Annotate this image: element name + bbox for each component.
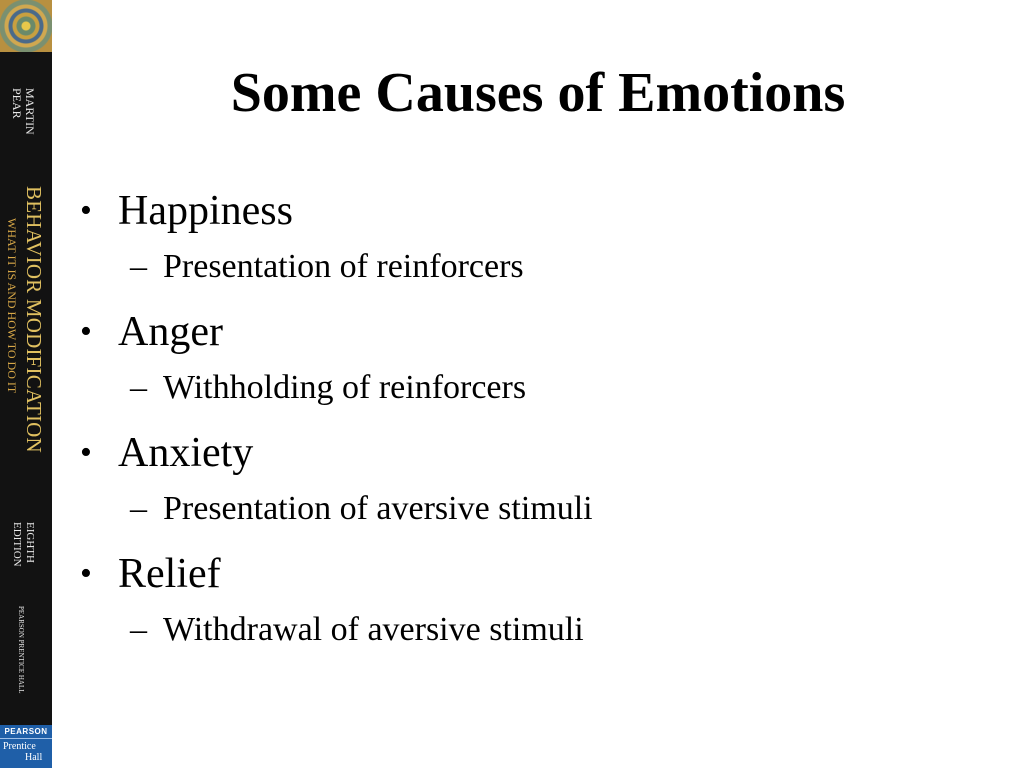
publisher-logo — [0, 725, 52, 768]
bullet-item-relief — [80, 549, 1000, 599]
spine-edition — [10, 522, 36, 567]
dash-icon: – — [130, 611, 147, 648]
spine-authors — [10, 88, 36, 135]
bullet-label: Relief — [118, 551, 221, 597]
sub-item-label: Withdrawal of aversive stimuli — [163, 611, 584, 648]
list-item — [80, 428, 1000, 530]
bullet-icon: • — [80, 555, 92, 592]
spine-author-1: MARTIN — [23, 88, 37, 135]
bullet-label: Anger — [118, 309, 223, 355]
bullet-item-happiness — [80, 186, 1000, 236]
publisher-logo-top: PEARSON — [4, 727, 48, 736]
bullet-list — [80, 186, 1000, 670]
publisher-logo-line1: Prentice — [3, 741, 36, 752]
bullet-icon: • — [80, 313, 92, 350]
publisher-logo-name — [3, 741, 42, 763]
publisher-logo-line2: Hall — [25, 752, 43, 763]
cover-emblem-icon — [0, 0, 52, 52]
list-item — [80, 549, 1000, 651]
spine-book-title: BEHAVIOR MODIFICATION — [22, 186, 46, 453]
dash-icon: – — [130, 369, 147, 406]
sub-item-label: Presentation of aversive stimuli — [163, 490, 593, 527]
publisher-logo-divider — [0, 738, 52, 739]
sub-item-label: Withholding of reinforcers — [163, 369, 527, 406]
spine-publisher: PEARSON PRENTICE HALL — [17, 606, 25, 694]
bullet-label: Happiness — [118, 188, 293, 234]
bullet-icon: • — [80, 192, 92, 229]
sub-item-label: Presentation of reinforcers — [163, 248, 524, 285]
spine-edition-1: EIGHTH — [24, 522, 36, 563]
sub-item — [80, 609, 1000, 651]
spine-book-subtitle: WHAT IT IS AND HOW TO DO IT — [5, 218, 19, 394]
sub-item — [80, 488, 1000, 530]
bullet-label: Anxiety — [118, 430, 254, 476]
sub-item — [80, 246, 1000, 288]
spine-edition-2: EDITION — [11, 522, 23, 567]
list-item — [80, 186, 1000, 288]
spine-author-2: PEAR — [10, 88, 24, 119]
dash-icon: – — [130, 248, 147, 285]
bullet-item-anger — [80, 307, 1000, 357]
slide-title: Some Causes of Emotions — [230, 62, 846, 124]
bullet-item-anxiety — [80, 428, 1000, 478]
book-spine-sidebar — [0, 0, 52, 768]
dash-icon: – — [130, 490, 147, 527]
list-item — [80, 307, 1000, 409]
bullet-icon: • — [80, 434, 92, 471]
sub-item — [80, 367, 1000, 409]
